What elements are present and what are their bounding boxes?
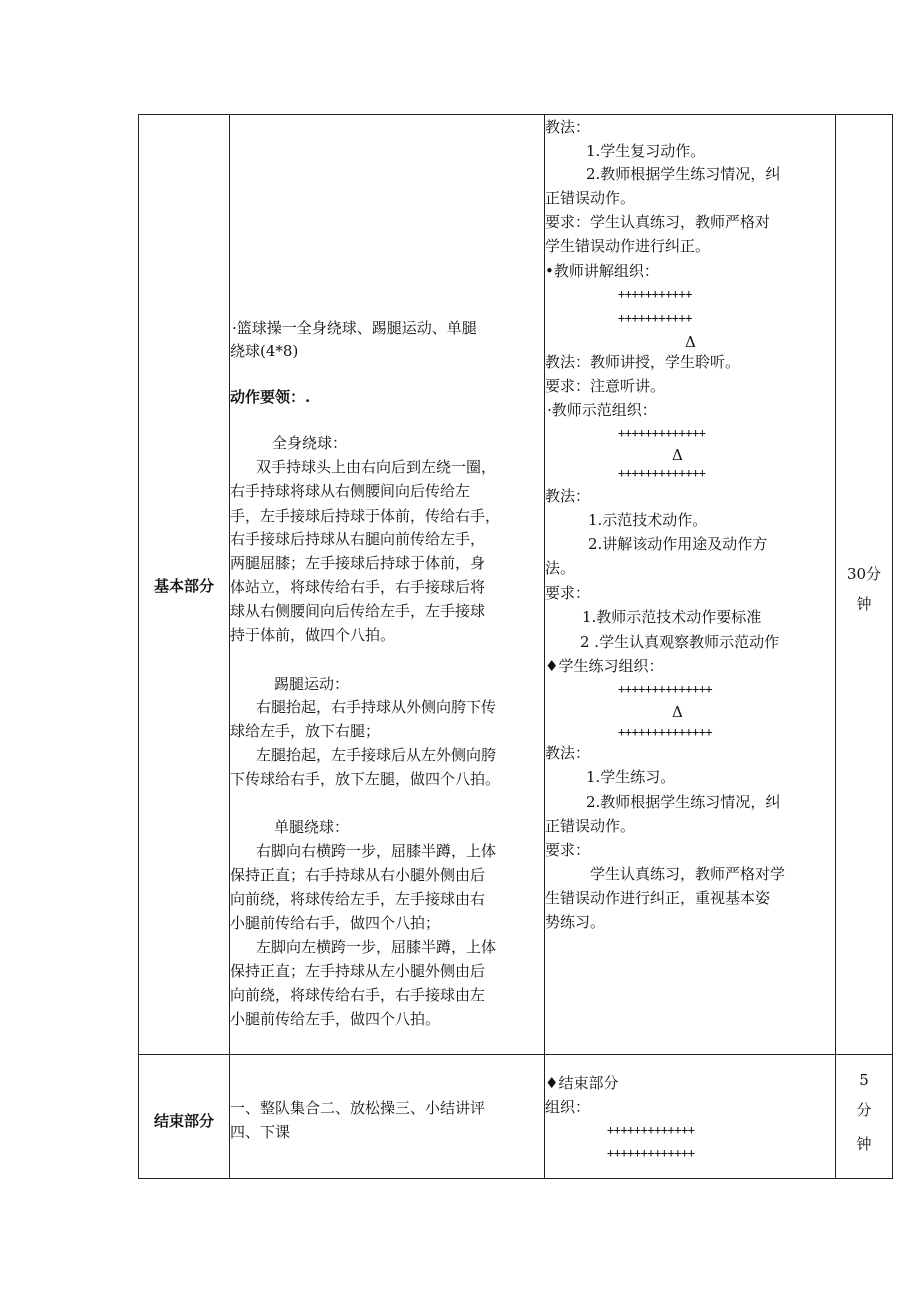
section-label-end: 结束部分	[153, 1112, 214, 1130]
content-line: 双手持球头上由右向后到左绕一圈，	[256, 458, 497, 476]
org-line: 要求：	[545, 584, 591, 602]
content-line: 向前绕，将球传给右手，右手接球由左	[230, 986, 486, 1004]
content-line: 向前绕，将球传给左手，左手接球由右	[230, 890, 486, 908]
content-line: 绕球(4*8)	[230, 342, 299, 360]
content-line: 四、下课	[230, 1123, 291, 1141]
org-line: 1.学生复习动作。	[586, 142, 706, 160]
formation-row: +++++++++++++	[607, 1146, 695, 1160]
content-line: 右脚向右横跨一步，屈膝半蹲，上体	[256, 842, 497, 860]
org-line: 1.示范技术动作。	[588, 511, 708, 529]
org-heading: •教师讲解组织：	[545, 262, 659, 280]
time-unit: 分	[856, 1101, 872, 1119]
org-line: 教法：	[545, 118, 591, 136]
time-value: 5	[859, 1071, 869, 1089]
content-subheading: 单腿绕球：	[274, 818, 350, 836]
content-line: ·篮球操一全身绕球、踢腿运动、单腿	[232, 319, 477, 337]
formation-row: +++++++++++	[618, 311, 692, 325]
org-line: 正错误动作。	[545, 189, 636, 207]
org-line: 正错误动作。	[545, 817, 636, 835]
org-line: 组织：	[545, 1098, 591, 1116]
formation-row: +++++++++++++	[618, 426, 706, 440]
org-line: 2 .学生认真观察教师示范动作	[580, 633, 780, 651]
time-unit: 钟	[856, 595, 872, 613]
content-line: 手，左手接球后持球于体前，传给右手，	[230, 507, 501, 525]
content-line: 体站立，将球传给右手，右手接球后将	[230, 578, 486, 596]
org-heading: ♦学生练习组织：	[545, 657, 664, 675]
column-divider	[835, 115, 836, 1178]
content-line: 右腿抬起，右手持球从外侧向胯下传	[256, 698, 497, 716]
org-line: 学生错误动作进行纠正。	[545, 237, 711, 255]
content-line: 右手接球后持球从右腿向前传给左手，	[230, 530, 486, 548]
org-line: 教法：	[545, 744, 591, 762]
row-divider	[139, 1054, 892, 1055]
org-line: 2.讲解该动作用途及动作方	[588, 535, 768, 553]
org-heading: ·教师示范组织：	[547, 401, 657, 419]
teacher-position-marker: Δ	[672, 703, 683, 721]
org-line: 1.学生练习。	[586, 768, 676, 786]
content-line: 右手持球将球从右侧腰间向后传给左	[230, 482, 471, 500]
org-line: 2.教师根据学生练习情况，纠	[586, 793, 781, 811]
org-line: 要求：学生认真练习，教师严格对	[545, 213, 771, 231]
org-line: 要求：注意听讲。	[545, 377, 666, 395]
content-subheading: 全身绕球：	[272, 434, 348, 452]
formation-row: +++++++++++	[618, 287, 692, 301]
section-label-basic: 基本部分	[153, 577, 214, 595]
org-line: 学生认真练习，教师严格对学	[590, 865, 786, 883]
formation-row: ++++++++++++++	[618, 682, 713, 696]
time-value: 30分	[846, 565, 882, 583]
org-heading: ♦结束部分	[545, 1074, 619, 1092]
content-line: 保持正直；左手持球从左小腿外侧由后	[230, 962, 486, 980]
org-line: 势练习。	[545, 913, 606, 931]
content-line: 一、整队集合二、放松操三、小结讲评	[230, 1099, 486, 1117]
content-heading: 动作要领：.	[230, 388, 311, 406]
org-line: 2.教师根据学生练习情况，纠	[586, 165, 781, 183]
org-line: 教法：教师讲授，学生聆听。	[545, 353, 741, 371]
content-line: 左脚向左横跨一步，屈膝半蹲，上体	[256, 938, 497, 956]
content-line: 球从右侧腰间向后传给左手，左手接球	[230, 602, 486, 620]
teacher-position-marker: Δ	[685, 333, 696, 351]
teacher-position-marker: Δ	[672, 446, 683, 464]
content-line: 小腿前传给右手，做四个八拍；	[230, 914, 441, 932]
content-line: 小腿前传给左手，做四个八拍。	[230, 1010, 441, 1028]
content-line: 持于体前，做四个八拍。	[230, 626, 396, 644]
org-line: 教法：	[545, 487, 591, 505]
org-line: 1.教师示范技术动作要标准	[582, 608, 762, 626]
formation-row: +++++++++++++	[618, 466, 706, 480]
org-line: 要求：	[545, 841, 591, 859]
time-unit: 钟	[856, 1135, 872, 1153]
content-line: 球给左手，放下右腿；	[230, 722, 381, 740]
formation-row: +++++++++++++	[607, 1123, 695, 1137]
org-line: 法。	[545, 559, 576, 577]
org-line: 生错误动作进行纠正，重视基本姿	[545, 889, 771, 907]
formation-row: ++++++++++++++	[618, 725, 713, 739]
content-line: 两腿屈膝；左手接球后持球于体前，身	[230, 554, 486, 572]
content-line: 左腿抬起，左手接球后从左外侧向胯	[256, 746, 497, 764]
content-subheading: 踢腿运动：	[274, 675, 350, 693]
content-line: 下传球给右手，放下左腿，做四个八拍。	[230, 770, 501, 788]
content-line: 保持正直；右手持球从右小腿外侧由后	[230, 866, 486, 884]
